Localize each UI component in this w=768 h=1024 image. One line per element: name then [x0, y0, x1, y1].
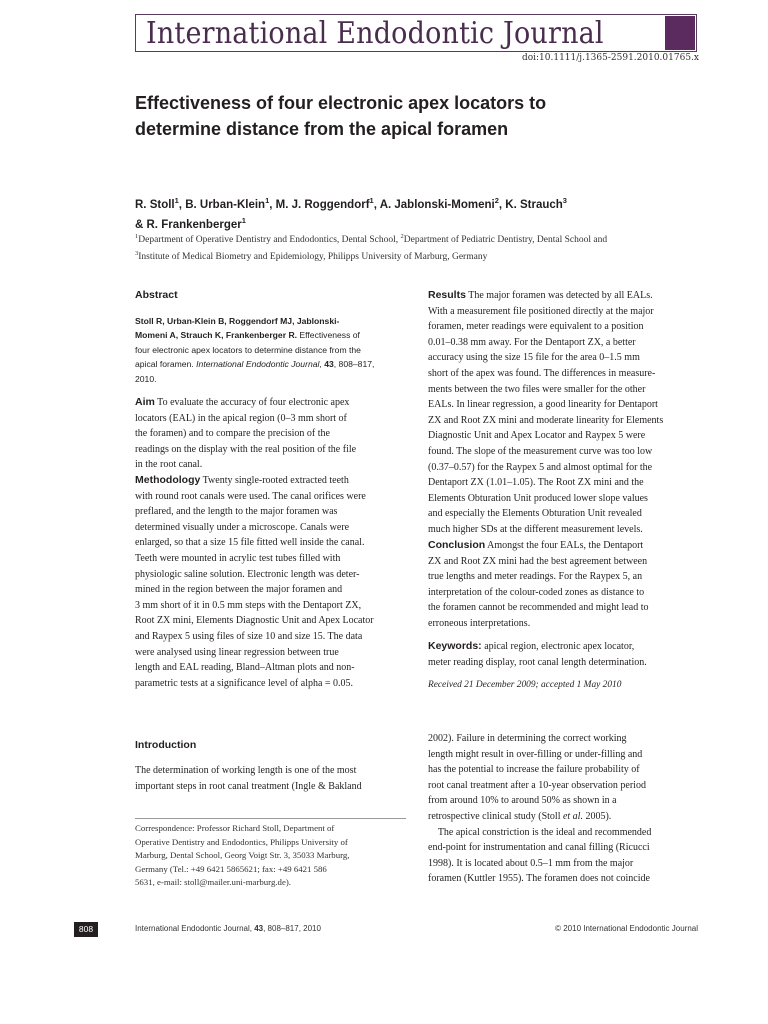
citation-line: four electronic apex locators to determine distance from the: [135, 344, 361, 355]
aim-line: locators (EAL) in the apical region (0–3 mm short of: [135, 412, 347, 424]
results-line: ZX and Root ZX mini and moderate linearity for Elements: [428, 414, 664, 426]
methodology-line: with round root canals were used. The canal orifices were: [135, 490, 366, 502]
results-line: Dentaport ZX (1.01–1.05). The Root ZX mini and the: [428, 477, 644, 489]
methodology-line: 3 mm short of it in 0.5 mm steps with the Dentaport ZX,: [135, 599, 362, 611]
keywords-heading: Keywords:: [428, 640, 482, 652]
author-name: K. Strauch: [505, 198, 563, 211]
journal-name: International Endodontic Journal: [146, 16, 604, 51]
results-line: and especially the Elements Obturation Unit revealed: [428, 508, 642, 520]
intro-line: important steps in root canal treatment (Ingle & Bakland: [135, 780, 362, 792]
methodology-line: physiologic saline solution. Electronic length was deter-: [135, 568, 360, 580]
author-aff: 1: [369, 196, 374, 205]
conclusion-line: true lengths and meter readings. For the Raypex 5, an: [428, 571, 643, 583]
page-number: 808: [74, 922, 98, 937]
citation-line: Stoll R, Urban-Klein B, Roggendorf MJ, Jablonski-: [135, 316, 340, 326]
methodology-line: mined in the region between the major foramen and: [135, 584, 343, 596]
footer-citation: [135, 924, 321, 933]
author-aff: 1: [241, 215, 246, 225]
methodology-line: preflared, and the length to the major foramen was: [135, 506, 338, 518]
keywords-line: meter reading display, root canal length determination.: [428, 656, 647, 668]
intro-line: from around 10% to around 50% as shown in a: [428, 795, 617, 807]
citation-authors: Momeni A, Strauch K, Frankenberger R.: [135, 330, 298, 341]
citation-volume: 43: [324, 359, 334, 370]
intro-line: length might result in over-filling or under-filling and: [428, 748, 643, 760]
methodology-line: and Raypex 5 using files of size 10 and size 15. The data: [135, 630, 363, 642]
methodology-line: Teeth were mounted in acrylic test tubes filled with: [135, 552, 341, 564]
intro-line: foramen (Kuttler 1955). The foramen does not coincide: [428, 873, 650, 885]
methodology-line: [135, 473, 406, 489]
results-line: [428, 288, 699, 304]
results-heading: Results: [428, 289, 466, 301]
intro-text: retrospective clinical study (Stoll: [428, 810, 563, 822]
correspondence-line: 5631, e-mail: stoll@mailer.uni-marburg.de).: [135, 877, 291, 887]
citation-line: [135, 328, 406, 342]
affiliation-text: Department of Pediatric Dentistry, Dental School and: [403, 235, 608, 246]
citation-text: Effectiveness of: [297, 330, 360, 341]
results-line: found. The slope of the measurement curve was too low: [428, 445, 653, 457]
citation-pages: , 808–817,: [333, 359, 375, 370]
aim-heading: Aim: [135, 396, 155, 408]
author-aff: 2: [494, 196, 499, 205]
doi-text[interactable]: doi:10.1111/j.1365-2591.2010.01765.x: [521, 53, 699, 63]
author-name: B. Urban-Klein: [185, 198, 266, 211]
methodology-line: were analysed using linear regression between true: [135, 646, 339, 658]
author-aff: 3: [562, 196, 567, 205]
methodology-heading: Methodology: [135, 474, 201, 486]
aim-line: readings on the display with the real position of the file: [135, 443, 357, 455]
aim-line: [135, 395, 406, 411]
correspondence-line: Correspondence: Professor Richard Stoll, Department of: [135, 823, 335, 833]
abstract-heading: Abstract: [135, 289, 178, 301]
results-line: foramen, meter readings were equivalent to a position: [428, 321, 644, 333]
intro-line: end-point for instrumentation and canal filling (Ricucci: [428, 842, 650, 854]
intro-line: The apical constriction is the ideal and recommended: [428, 826, 652, 838]
affiliation-text: Institute of Medical Biometry and Epidemiology, Philipps University of Marburg, Germany: [138, 252, 488, 263]
results-line: ments between the two files were smaller for the other: [428, 383, 646, 395]
results-line: short of the apex was found. The differences in measure-: [428, 367, 656, 379]
author-name: R. Stoll: [135, 198, 175, 211]
affiliation-number: 3: [135, 250, 139, 258]
citation-text: apical foramen.: [135, 359, 197, 370]
keywords-line: [428, 639, 699, 655]
results-line: accuracy using the size 15 file for the area 0–1.5 mm: [428, 352, 640, 364]
conclusion-line: the foramen cannot be recommended and might lead to: [428, 602, 649, 614]
intro-line: 1998). It is located about 0.5–1 mm from the major: [428, 857, 634, 869]
received-dates: Received 21 December 2009; accepted 1 May 2010: [428, 680, 622, 690]
correspondence-note: [135, 822, 406, 890]
intro-line: root canal treatment after a 10-year observation period: [428, 779, 646, 791]
citation-text: ,: [319, 359, 325, 370]
abstract-citation: [135, 314, 406, 386]
citation-line: [135, 357, 406, 371]
intro-line: [428, 809, 699, 825]
keywords-text: apical region, electronic apex locator,: [481, 641, 635, 652]
intro-text: 2005).: [582, 810, 612, 822]
affiliation-text: Department of Operative Dentistry and Endodontics, Dental School,: [138, 235, 401, 246]
footer-pages: , 808–817, 2010: [263, 924, 321, 933]
title-line: determine distance from the apical foramen: [135, 119, 509, 139]
footer-volume: 43: [254, 924, 264, 933]
conclusion-text: Amongst the four EALs, the Dentaport: [485, 540, 644, 551]
methodology-line: determined visually under a microscope. Canals were: [135, 521, 350, 533]
author-line: R. Stoll$^1$, B. Urban-Klein$^1$, M. J. Roggendorf$^1$, A. Jablonski-Momeni$^2$, K. Strauch$^3$: [135, 196, 567, 211]
introduction-text-left: [135, 763, 406, 794]
correspondence-line: Operative Dentistry and Endodontics, Philipps University of: [135, 836, 348, 847]
methodology-text: Twenty single-rooted extracted teeth: [200, 475, 349, 486]
author-name: A. Jablonski-Momeni: [379, 198, 495, 211]
intro-italic: et al.: [562, 810, 583, 822]
abstract-conclusion: [428, 538, 699, 632]
author-name: M. J. Roggendorf: [275, 198, 370, 211]
introduction-text-right: [428, 731, 699, 887]
correspondence-divider: [135, 818, 406, 819]
correspondence-line: Marburg, Dental School, Georg Voigt Str. 3, 35033 Marburg,: [135, 850, 350, 860]
footer-copyright: © 2010 International Endodontic Journal: [555, 924, 698, 933]
author-list: [135, 193, 695, 233]
affiliation-line: [135, 230, 705, 247]
results-line: much higher SDs at the different measurement levels.: [428, 523, 643, 535]
abstract-results: [428, 288, 699, 538]
footer-journal: International Endodontic Journal,: [135, 924, 255, 933]
methodology-line: enlarged, so that a size 15 file fitted well inside the canal.: [135, 537, 365, 549]
conclusion-line: erroneous interpretations.: [428, 617, 531, 629]
methodology-line: parametric tests at a significance level of alpha = 0.05.: [135, 677, 354, 689]
abstract-methodology: [135, 473, 406, 691]
results-line: Elements Obturation Unit produced lower slope values: [428, 492, 648, 504]
author-name: R. Frankenberger: [146, 218, 242, 231]
citation-line: 2010.: [135, 373, 157, 384]
journal-masthead: [135, 14, 697, 52]
abstract-aim: [135, 395, 406, 473]
intro-line: The determination of working length is one of the most: [135, 765, 357, 776]
affiliation-number: 1: [135, 233, 139, 240]
author-line: & R. Frankenberger$^1$: [135, 215, 246, 231]
intro-line: 2002). Failure in determining the correct working: [428, 733, 627, 744]
results-line: (0.37–0.57) for the Raypex 5 and almost optimal for the: [428, 461, 653, 473]
results-line: With a measurement file positioned directly at the major: [428, 305, 654, 317]
correspondence-line: Germany (Tel.: +49 6421 5865621; fax: +49 6421 586: [135, 863, 327, 874]
conclusion-line: [428, 538, 699, 554]
results-line: 0.01–0.38 mm away. For the Dentaport ZX, a better: [428, 336, 636, 348]
methodology-line: Root ZX mini, Elements Diagnostic Unit and Apex Locator: [135, 615, 374, 627]
affiliation-line: [135, 247, 705, 264]
abstract-keywords: [428, 639, 699, 670]
results-line: EALs. In linear regression, a good linearity for Dentaport: [428, 399, 658, 411]
aim-line: the foramen) and to compare the precision of the: [135, 428, 330, 440]
conclusion-heading: Conclusion: [428, 539, 486, 551]
citation-journal: International Endodontic Journal: [196, 359, 320, 370]
affiliation-number: 2: [400, 233, 404, 240]
methodology-line: length and EAL reading, Bland–Altman plots and non-: [135, 662, 355, 674]
title-line: Effectiveness of four electronic apex locators to: [135, 93, 547, 113]
intro-line: has the potential to increase the failure probability of: [428, 764, 640, 776]
conclusion-line: interpretation of the colour-coded zones as distance to: [428, 586, 645, 598]
affiliations: [135, 230, 705, 264]
aim-text: To evaluate the accuracy of four electronic apex: [154, 397, 350, 408]
journal-brand-square: [665, 16, 695, 50]
author-aff: 1: [174, 196, 179, 205]
results-text: The major foramen was detected by all EALs.: [465, 290, 653, 301]
results-line: Diagnostic Unit and Apex Locator and Raypex 5 were: [428, 430, 646, 442]
article-title: [135, 90, 695, 142]
introduction-heading: Introduction: [135, 739, 197, 751]
conclusion-line: ZX and Root ZX mini had the best agreement between: [428, 555, 648, 567]
aim-line: in the root canal.: [135, 459, 203, 471]
author-aff: 1: [265, 196, 270, 205]
